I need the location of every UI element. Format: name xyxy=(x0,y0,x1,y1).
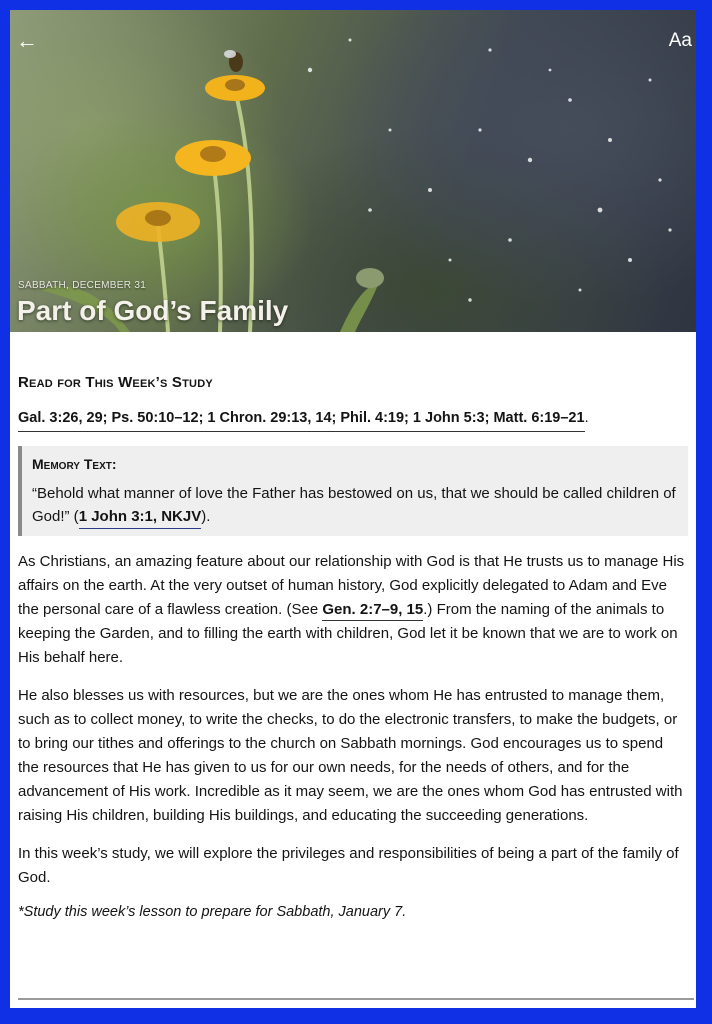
paragraph-1-rest: .) From the naming of the animals to keeping the Garden, and to filling the earth with children, God let it be known that we are to work on His behalf here. xyxy=(18,601,678,666)
reader-screen xyxy=(10,10,696,1008)
paragraph-3: In this week’s study, we will explore the privileges and responsibilities of being a part of the family of God. xyxy=(18,845,679,886)
lesson-title: Part of God’s Family xyxy=(17,295,289,326)
memory-verse-end: ). xyxy=(201,508,211,525)
memory-reference-link[interactable]: 1 John 3:1, NKJV xyxy=(79,508,202,529)
memory-verse xyxy=(32,482,678,528)
lesson-date: SABBATH, DECEMBER 31 xyxy=(18,280,147,291)
memory-text-box xyxy=(18,446,688,536)
references-period: . xyxy=(584,410,589,426)
study-heading: Read for This Week’s Study xyxy=(18,374,213,391)
lesson-content xyxy=(10,374,696,920)
memory-heading: Memory Text: xyxy=(32,456,117,472)
genesis-reference-link[interactable]: Gen. 2:7–9, 15 xyxy=(322,601,423,621)
study-references-line xyxy=(18,391,688,432)
paragraph-1 xyxy=(18,550,688,670)
back-button[interactable] xyxy=(14,28,40,54)
study-references-link[interactable]: Gal. 3:26, 29; Ps. 50:10–12; 1 Chron. 29:13, 14; Phil. 4:19; 1 John 5:3; Matt. 6:19–21 xyxy=(18,410,585,432)
memory-verse-text: “Behold what manner of love the Father has bestowed on us, that we should be called children of God!” ( xyxy=(32,485,676,525)
paragraph-1-text: As Christians, an amazing feature about our relationship with God is that He trusts us to manage His affairs on the earth. At the very outset of human history, God explicitly delegated to Adam and Eve the personal care of a flawless creation. (See xyxy=(18,553,685,618)
paragraph-2: He also blesses us with resources, but we are the ones whom He has entrusted to manage them, such as to collect money, to write the checks, to do the electronic transfers, to make the budgets, or to bring our tithes and offerings to the church on Sabbath mornings. God encourages us to spend the resources that He has given to us for our own needs, for the needs of others, and for the advancement of His work. Incredible as it may seem, we are the ones whom God has entrusted with raising His children, building His buildings, and educating the succeeding generations. xyxy=(18,687,683,824)
font-size-button[interactable]: Aa xyxy=(668,30,692,51)
hero-banner xyxy=(10,10,696,332)
arrow-left-icon: ← xyxy=(16,28,38,53)
bottom-divider xyxy=(18,998,694,1000)
study-note: *Study this week’s lesson to prepare for Sabbath, January 7. xyxy=(18,904,407,920)
